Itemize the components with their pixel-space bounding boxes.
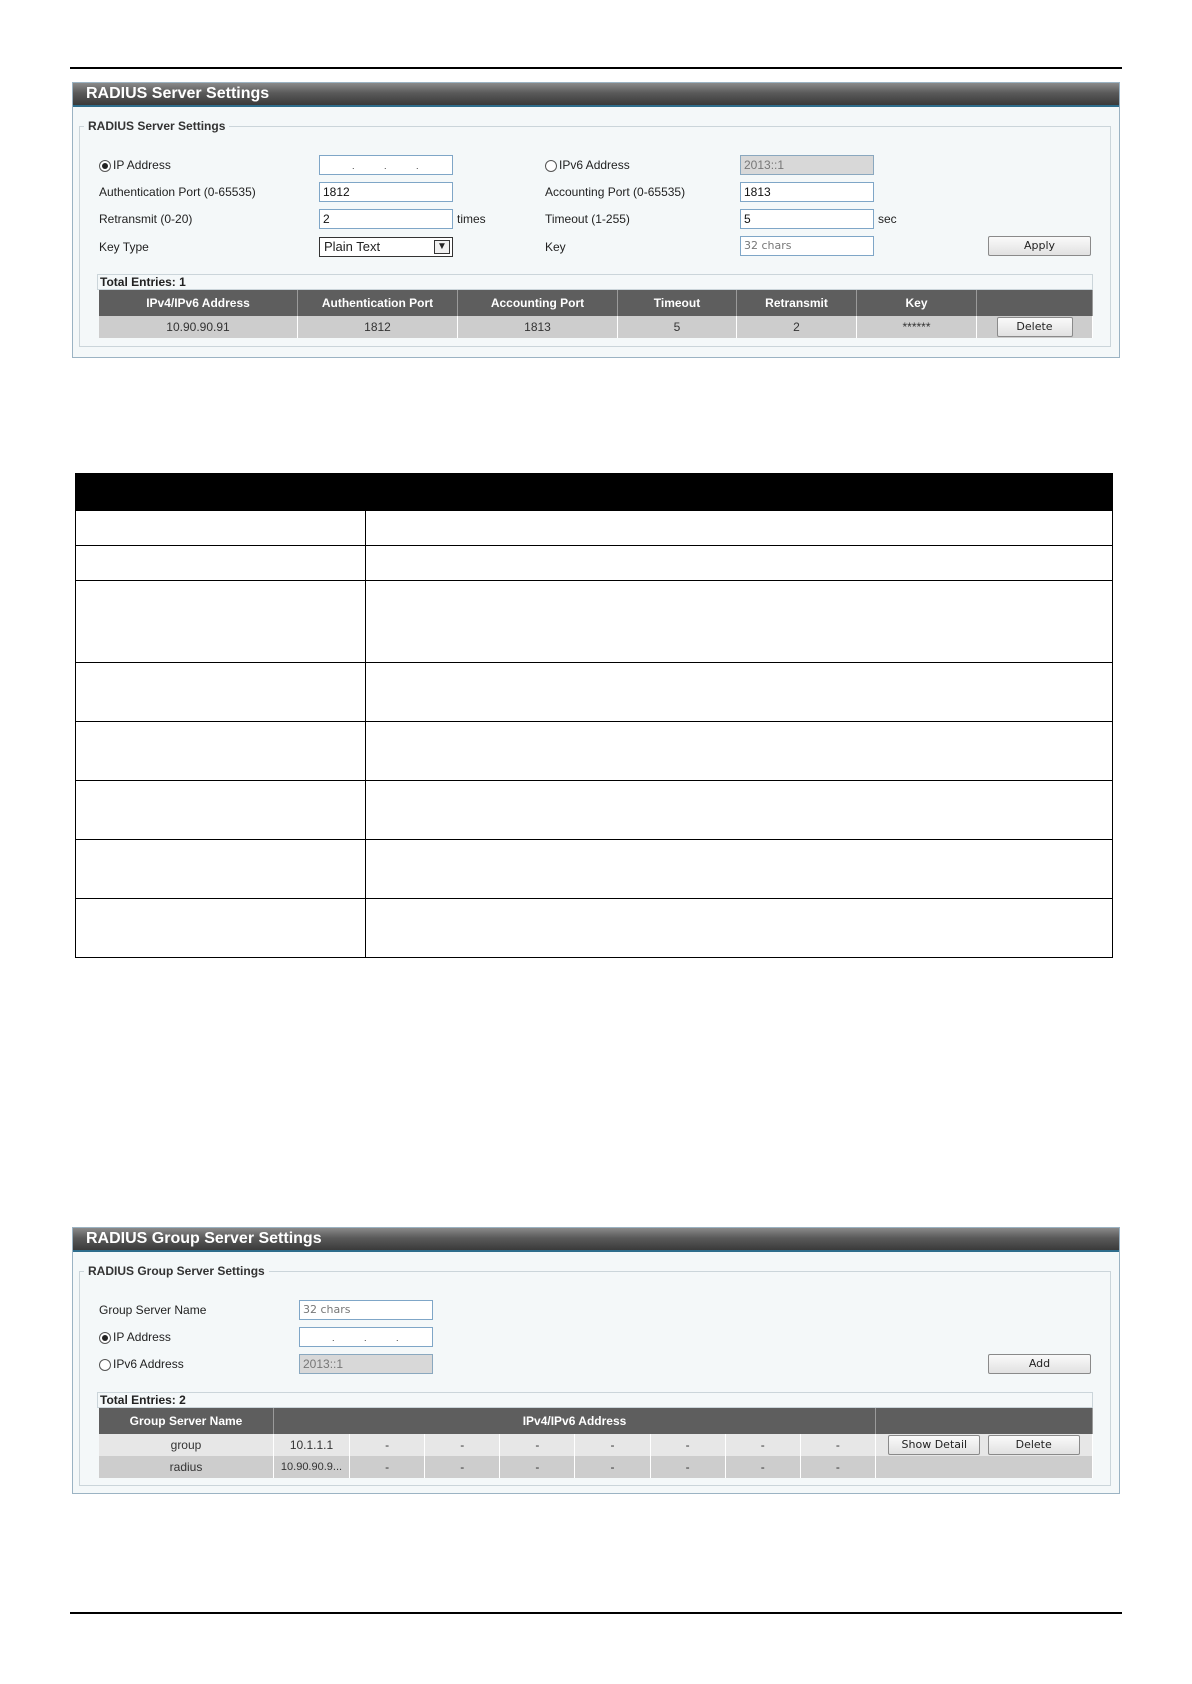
cell-address: - bbox=[800, 1434, 875, 1456]
col-acct-port: Accounting Port bbox=[458, 290, 618, 316]
cell-key: ****** bbox=[857, 316, 977, 338]
timeout-unit: sec bbox=[878, 212, 897, 226]
description-table bbox=[75, 473, 1113, 958]
total-entries-label: Total Entries: 2 bbox=[97, 1392, 1093, 1408]
retransmit-label: Retransmit (0-20) bbox=[99, 212, 193, 226]
radius-server-table bbox=[99, 290, 1093, 338]
ip-address-radio[interactable] bbox=[99, 160, 111, 172]
cell-address: - bbox=[425, 1434, 500, 1456]
ipv6-address-input[interactable]: 2013::1 bbox=[299, 1354, 433, 1374]
panel-title: RADIUS Server Settings bbox=[73, 83, 1119, 107]
col-action bbox=[977, 290, 1093, 316]
cell-actions bbox=[876, 1434, 1093, 1456]
show-detail-button[interactable]: Show Detail bbox=[888, 1435, 980, 1455]
col-timeout: Timeout bbox=[618, 290, 737, 316]
chevron-down-icon[interactable]: ▼ bbox=[434, 240, 450, 254]
desc-row bbox=[76, 581, 1113, 663]
cell-address: - bbox=[500, 1434, 575, 1456]
retransmit-unit: times bbox=[457, 212, 486, 226]
cell-address: - bbox=[725, 1434, 800, 1456]
acct-port-input[interactable]: 1813 bbox=[740, 182, 874, 202]
cell-group-name: group bbox=[99, 1434, 274, 1456]
table-row bbox=[99, 1456, 1093, 1478]
radius-group-table bbox=[99, 1408, 1093, 1478]
cell-address: - bbox=[800, 1456, 875, 1478]
key-type-label: Key Type bbox=[99, 240, 149, 254]
key-label: Key bbox=[545, 240, 566, 254]
page-bottom-rule bbox=[70, 1612, 1122, 1614]
panel-title: RADIUS Group Server Settings bbox=[73, 1228, 1119, 1252]
cell-address: - bbox=[725, 1456, 800, 1478]
cell-address: - bbox=[575, 1434, 650, 1456]
table-row bbox=[99, 1434, 1093, 1456]
cell-address: - bbox=[650, 1434, 725, 1456]
add-button[interactable]: Add bbox=[988, 1354, 1091, 1374]
cell-address: - bbox=[425, 1456, 500, 1478]
cell-address: - bbox=[650, 1456, 725, 1478]
ip-address-radio[interactable] bbox=[99, 1332, 111, 1344]
ipv6-address-radio[interactable] bbox=[99, 1359, 111, 1371]
fieldset-legend: RADIUS Group Server Settings bbox=[88, 1264, 265, 1278]
timeout-label: Timeout (1-255) bbox=[545, 212, 630, 226]
radius-server-panel bbox=[72, 82, 1120, 358]
col-actions bbox=[876, 1408, 1093, 1434]
auth-port-input[interactable]: 1812 bbox=[319, 182, 453, 202]
desc-row bbox=[76, 899, 1113, 958]
delete-button[interactable]: Delete bbox=[988, 1435, 1080, 1455]
cell-actions bbox=[876, 1456, 1093, 1478]
cell-action bbox=[977, 316, 1093, 338]
cell-address: - bbox=[575, 1456, 650, 1478]
desc-row bbox=[76, 781, 1113, 840]
desc-row bbox=[76, 663, 1113, 722]
desc-header-desc bbox=[366, 474, 1113, 511]
ipv6-address-radio[interactable] bbox=[545, 160, 557, 172]
col-address: IPv4/IPv6 Address bbox=[274, 1408, 876, 1434]
cell-retransmit: 2 bbox=[737, 316, 857, 338]
cell-address: 10.90.90.91 bbox=[99, 316, 298, 338]
ip-address-label: IP Address bbox=[113, 1330, 171, 1344]
group-name-label: Group Server Name bbox=[99, 1303, 207, 1317]
cell-address: - bbox=[500, 1456, 575, 1478]
cell-address: - bbox=[350, 1434, 425, 1456]
ip-address-input[interactable]: . . . bbox=[319, 155, 453, 175]
timeout-input[interactable]: 5 bbox=[740, 209, 874, 229]
col-retransmit: Retransmit bbox=[737, 290, 857, 316]
page-top-rule bbox=[70, 67, 1122, 69]
cell-acct-port: 1813 bbox=[458, 316, 618, 338]
fieldset-legend: RADIUS Server Settings bbox=[88, 119, 226, 133]
ip-address-label: IP Address bbox=[113, 158, 171, 172]
col-group-name: Group Server Name bbox=[99, 1408, 274, 1434]
ipv6-address-label: IPv6 Address bbox=[113, 1357, 184, 1371]
group-name-input[interactable]: 32 chars bbox=[299, 1300, 433, 1320]
ip-address-input[interactable]: . . . bbox=[299, 1327, 433, 1347]
cell-group-name: radius bbox=[99, 1456, 274, 1478]
retransmit-input[interactable]: 2 bbox=[319, 209, 453, 229]
col-auth-port: Authentication Port bbox=[298, 290, 458, 316]
desc-header-param bbox=[76, 474, 366, 511]
key-type-select[interactable] bbox=[319, 237, 453, 257]
cell-address: 10.1.1.1 bbox=[274, 1434, 350, 1456]
delete-button[interactable]: Delete bbox=[997, 317, 1073, 337]
table-row bbox=[99, 316, 1093, 338]
desc-row bbox=[76, 546, 1113, 581]
desc-row bbox=[76, 511, 1113, 546]
cell-address: - bbox=[350, 1456, 425, 1478]
acct-port-label: Accounting Port (0-65535) bbox=[545, 185, 686, 199]
desc-row bbox=[76, 722, 1113, 781]
key-type-value: Plain Text bbox=[324, 239, 381, 254]
cell-timeout: 5 bbox=[618, 316, 737, 338]
col-address: IPv4/IPv6 Address bbox=[99, 290, 298, 316]
cell-address: 10.90.90.9... bbox=[274, 1456, 350, 1478]
ipv6-address-label: IPv6 Address bbox=[559, 158, 630, 172]
cell-auth-port: 1812 bbox=[298, 316, 458, 338]
key-input[interactable]: 32 chars bbox=[740, 236, 874, 256]
apply-button[interactable]: Apply bbox=[988, 236, 1091, 256]
auth-port-label: Authentication Port (0-65535) bbox=[99, 185, 256, 199]
total-entries-label: Total Entries: 1 bbox=[97, 274, 1093, 290]
col-key: Key bbox=[857, 290, 977, 316]
radius-group-panel bbox=[72, 1227, 1120, 1494]
desc-row bbox=[76, 840, 1113, 899]
ipv6-address-input[interactable]: 2013::1 bbox=[740, 155, 874, 175]
